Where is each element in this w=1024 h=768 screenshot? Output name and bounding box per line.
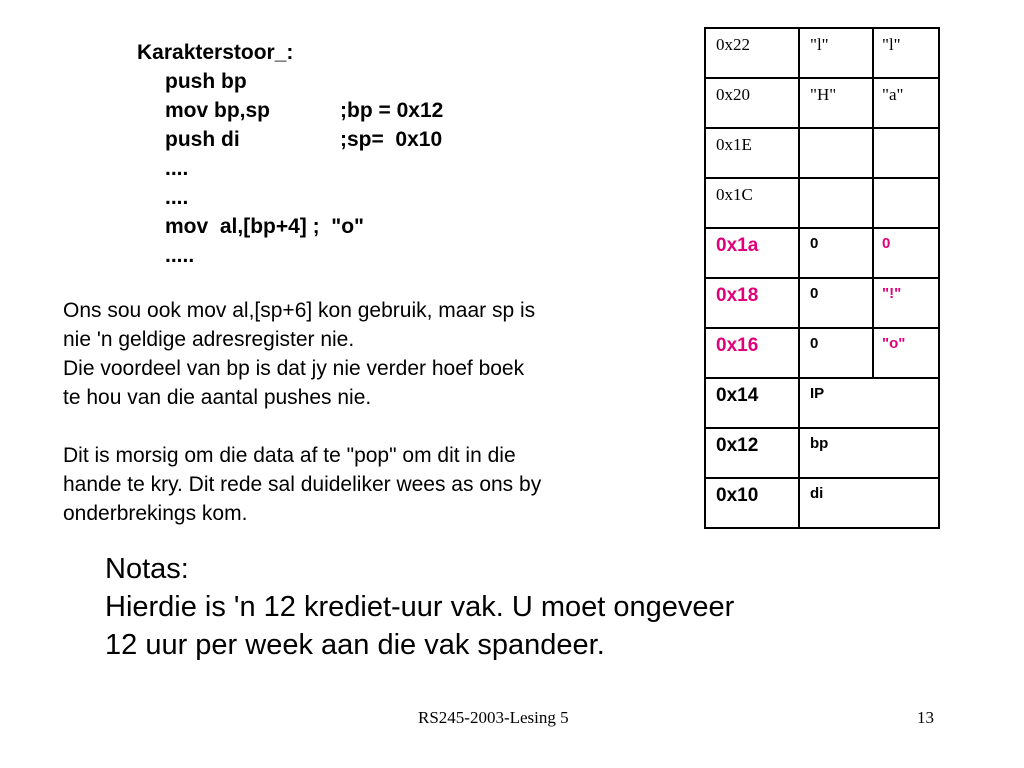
address-cell: 0x10 <box>705 478 799 528</box>
code-instruction: mov bp,sp <box>165 99 271 122</box>
code-instruction: .... <box>165 157 189 180</box>
code-instruction: mov al,[bp+4] ; "o" <box>165 215 365 238</box>
table-row <box>705 128 939 178</box>
word-cell: di <box>799 478 939 528</box>
paragraph-line: Die voordeel van bp is dat jy nie verder hoef boek <box>63 357 525 380</box>
code-label: Karakterstoor_: <box>137 41 294 64</box>
table-row <box>705 428 939 478</box>
paragraph-line: nie 'n geldige adresregister nie. <box>63 328 355 351</box>
paragraph-spacer <box>63 412 663 441</box>
byte-cell: "l" <box>799 28 873 78</box>
address-cell: 0x12 <box>705 428 799 478</box>
byte-cell: "H" <box>799 78 873 128</box>
notes-block <box>105 550 905 664</box>
table-row <box>705 328 939 378</box>
code-listing <box>137 38 444 270</box>
notes-line: 12 uur per week aan die vak spandeer. <box>105 629 605 661</box>
code-line <box>137 67 293 96</box>
code-line <box>137 212 365 241</box>
table-row <box>705 228 939 278</box>
byte-cell: "a" <box>873 78 939 128</box>
address-cell: 0x14 <box>705 378 799 428</box>
address-cell: 0x18 <box>705 278 799 328</box>
table-row <box>705 78 939 128</box>
byte-cell <box>873 128 939 178</box>
table-row <box>705 278 939 328</box>
byte-cell: "o" <box>873 328 939 378</box>
code-line <box>137 154 293 183</box>
stack-memory-table <box>704 27 940 529</box>
address-cell: 0x20 <box>705 78 799 128</box>
word-cell: IP <box>799 378 939 428</box>
byte-cell: "!" <box>873 278 939 328</box>
table-row <box>705 178 939 228</box>
code-instruction: ..... <box>165 244 195 267</box>
byte-cell <box>799 128 873 178</box>
notes-heading: Notas: <box>105 553 189 585</box>
explanation-text <box>63 296 663 528</box>
page-number: 13 <box>917 708 934 727</box>
address-cell: 0x1C <box>705 178 799 228</box>
byte-cell: 0 <box>799 278 873 328</box>
address-cell: 0x16 <box>705 328 799 378</box>
code-line <box>137 125 443 154</box>
footer-title: RS245-2003-Lesing 5 <box>418 708 569 727</box>
code-comment: ;sp= 0x10 <box>340 128 443 151</box>
byte-cell: 0 <box>799 328 873 378</box>
byte-cell: 0 <box>873 228 939 278</box>
address-cell: 0x1a <box>705 228 799 278</box>
code-comment: ;bp = 0x12 <box>340 99 444 122</box>
byte-cell <box>873 178 939 228</box>
paragraph-line: te hou van die aantal pushes nie. <box>63 386 372 409</box>
address-cell: 0x1E <box>705 128 799 178</box>
paragraph-line: onderbrekings kom. <box>63 502 248 525</box>
address-cell: 0x22 <box>705 28 799 78</box>
paragraph-line: Ons sou ook mov al,[sp+6] kon gebruik, maar sp is <box>63 299 536 322</box>
table-row <box>705 478 939 528</box>
code-line <box>137 96 444 125</box>
byte-cell: 0 <box>799 228 873 278</box>
table-row <box>705 28 939 78</box>
paragraph-line: hande te kry. Dit rede sal duideliker wees as ons by <box>63 473 542 496</box>
byte-cell: "l" <box>873 28 939 78</box>
word-cell: bp <box>799 428 939 478</box>
paragraph-line: Dit is morsig om die data af te "pop" om dit in die <box>63 444 516 467</box>
code-line <box>137 241 293 270</box>
code-instruction: push bp <box>165 70 247 93</box>
byte-cell <box>799 178 873 228</box>
code-instruction: push di <box>165 128 240 151</box>
code-line <box>137 183 293 212</box>
notes-line: Hierdie is 'n 12 krediet-uur vak. U moet ongeveer <box>105 591 735 623</box>
table-row <box>705 378 939 428</box>
code-instruction: .... <box>165 186 189 209</box>
